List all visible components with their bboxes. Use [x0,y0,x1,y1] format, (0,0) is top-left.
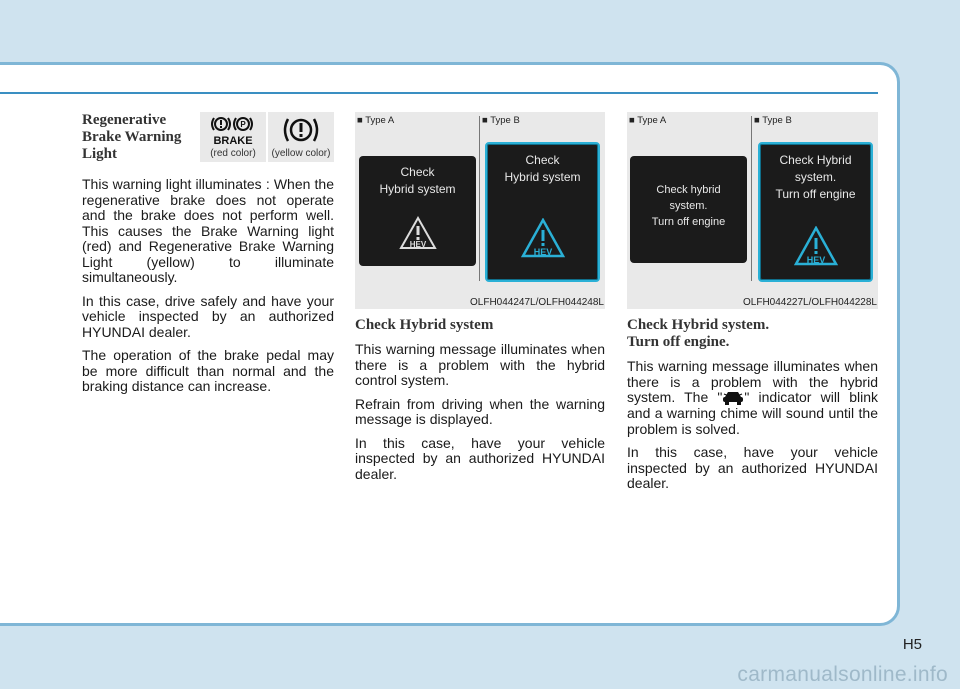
title-line: Turn off engine. [627,334,730,350]
hev-warning-icon [521,218,565,258]
check-hybrid-figure [355,112,605,309]
display-line: Check hybrid [656,184,721,196]
svg-text:HEV: HEV [806,255,825,265]
svg-text:P: P [240,120,246,129]
type-b-label: ■ Type B [754,115,792,126]
display-type-b [485,142,600,282]
page-number: H5 [902,636,922,653]
check-hybrid-section [355,112,605,482]
regen-paragraph: This warning light illuminates : When the regenerative brake does not operate and the brake does not perform well. This causes the Brake Warning light (red) and Regenerative Brake Warning Light (yellow) to illuminate simultaneously. [82,176,334,285]
car-warning-icon [722,390,744,406]
type-a-label: ■ Type A [629,115,667,126]
paragraph-text: " indicator will blink and a warning chime will sound until the problem is solved. [627,389,878,437]
display-line: Check Hybrid [779,153,852,167]
title-line: Check Hybrid system. [627,317,770,333]
hev-warning-icon [399,216,437,250]
display-line: Turn off engine [775,187,856,201]
brake-icons [200,112,334,163]
red-color-caption: (red color) [210,148,256,159]
display-line: Check [400,165,435,179]
check-hybrid-off-title [627,317,878,351]
type-a-label: ■ Type A [357,115,395,126]
svg-text:HEV: HEV [533,247,552,257]
display-line: Hybrid system [504,170,581,184]
hev-warning-icon [794,226,838,266]
regen-paragraph: In this case, drive safely and have your vehicle inspected by an authorized HYUNDAI dealer. [82,292,334,340]
check-hybrid-paragraph: This warning message illuminates when there is a problem with the hybrid control system. [355,341,605,388]
figure-code: OLFH044247L/OLFH044248L [470,297,604,308]
watermark: carmanualsonline.info [737,663,948,686]
figure-divider [751,116,752,281]
display-type-b [758,142,873,282]
check-hybrid-off-section [627,112,878,492]
display-line: Check [525,153,560,167]
figure-divider [479,116,480,281]
header-rule [0,92,878,94]
display-line: system. [794,170,837,184]
display-type-a [359,156,476,266]
paragraph-text: This warning message illuminates when there is a problem with the hybrid system. The " [627,358,878,405]
type-b-label: ■ Type B [482,115,520,126]
check-hybrid-off-paragraph [627,359,878,437]
regen-brake-title: Regenerative Brake Warning Light [82,112,182,162]
brake-warning-icon [208,116,258,146]
display-type-a [630,156,747,263]
regen-brake-section [82,112,334,395]
check-hybrid-paragraph: Refrain from driving when the warning message is displayed. [355,395,605,427]
svg-text:HEV: HEV [409,240,426,249]
red-brake-icon-box [200,112,266,162]
figure-code: OLFH044227L/OLFH044228L [743,297,877,308]
check-hybrid-off-paragraph: In this case, have your vehicle inspected by an authorized HYUNDAI dealer. [627,444,878,492]
check-hybrid-off-figure [627,112,878,309]
check-hybrid-paragraph: In this case, have your vehicle inspected by an authorized HYUNDAI dealer. [355,434,605,482]
regen-warning-icon [276,116,326,146]
regen-paragraph: The operation of the brake pedal may be more difficult than normal and the braking distance can increase. [82,347,334,394]
display-line: system. [669,200,708,212]
check-hybrid-title: Check Hybrid system [355,317,494,333]
yellow-brake-icon-box [268,112,334,162]
svg-text:BRAKE: BRAKE [213,135,253,146]
display-line: Hybrid system [379,182,456,196]
display-line: Turn off engine [651,216,726,228]
yellow-color-caption: (yellow color) [271,148,331,159]
